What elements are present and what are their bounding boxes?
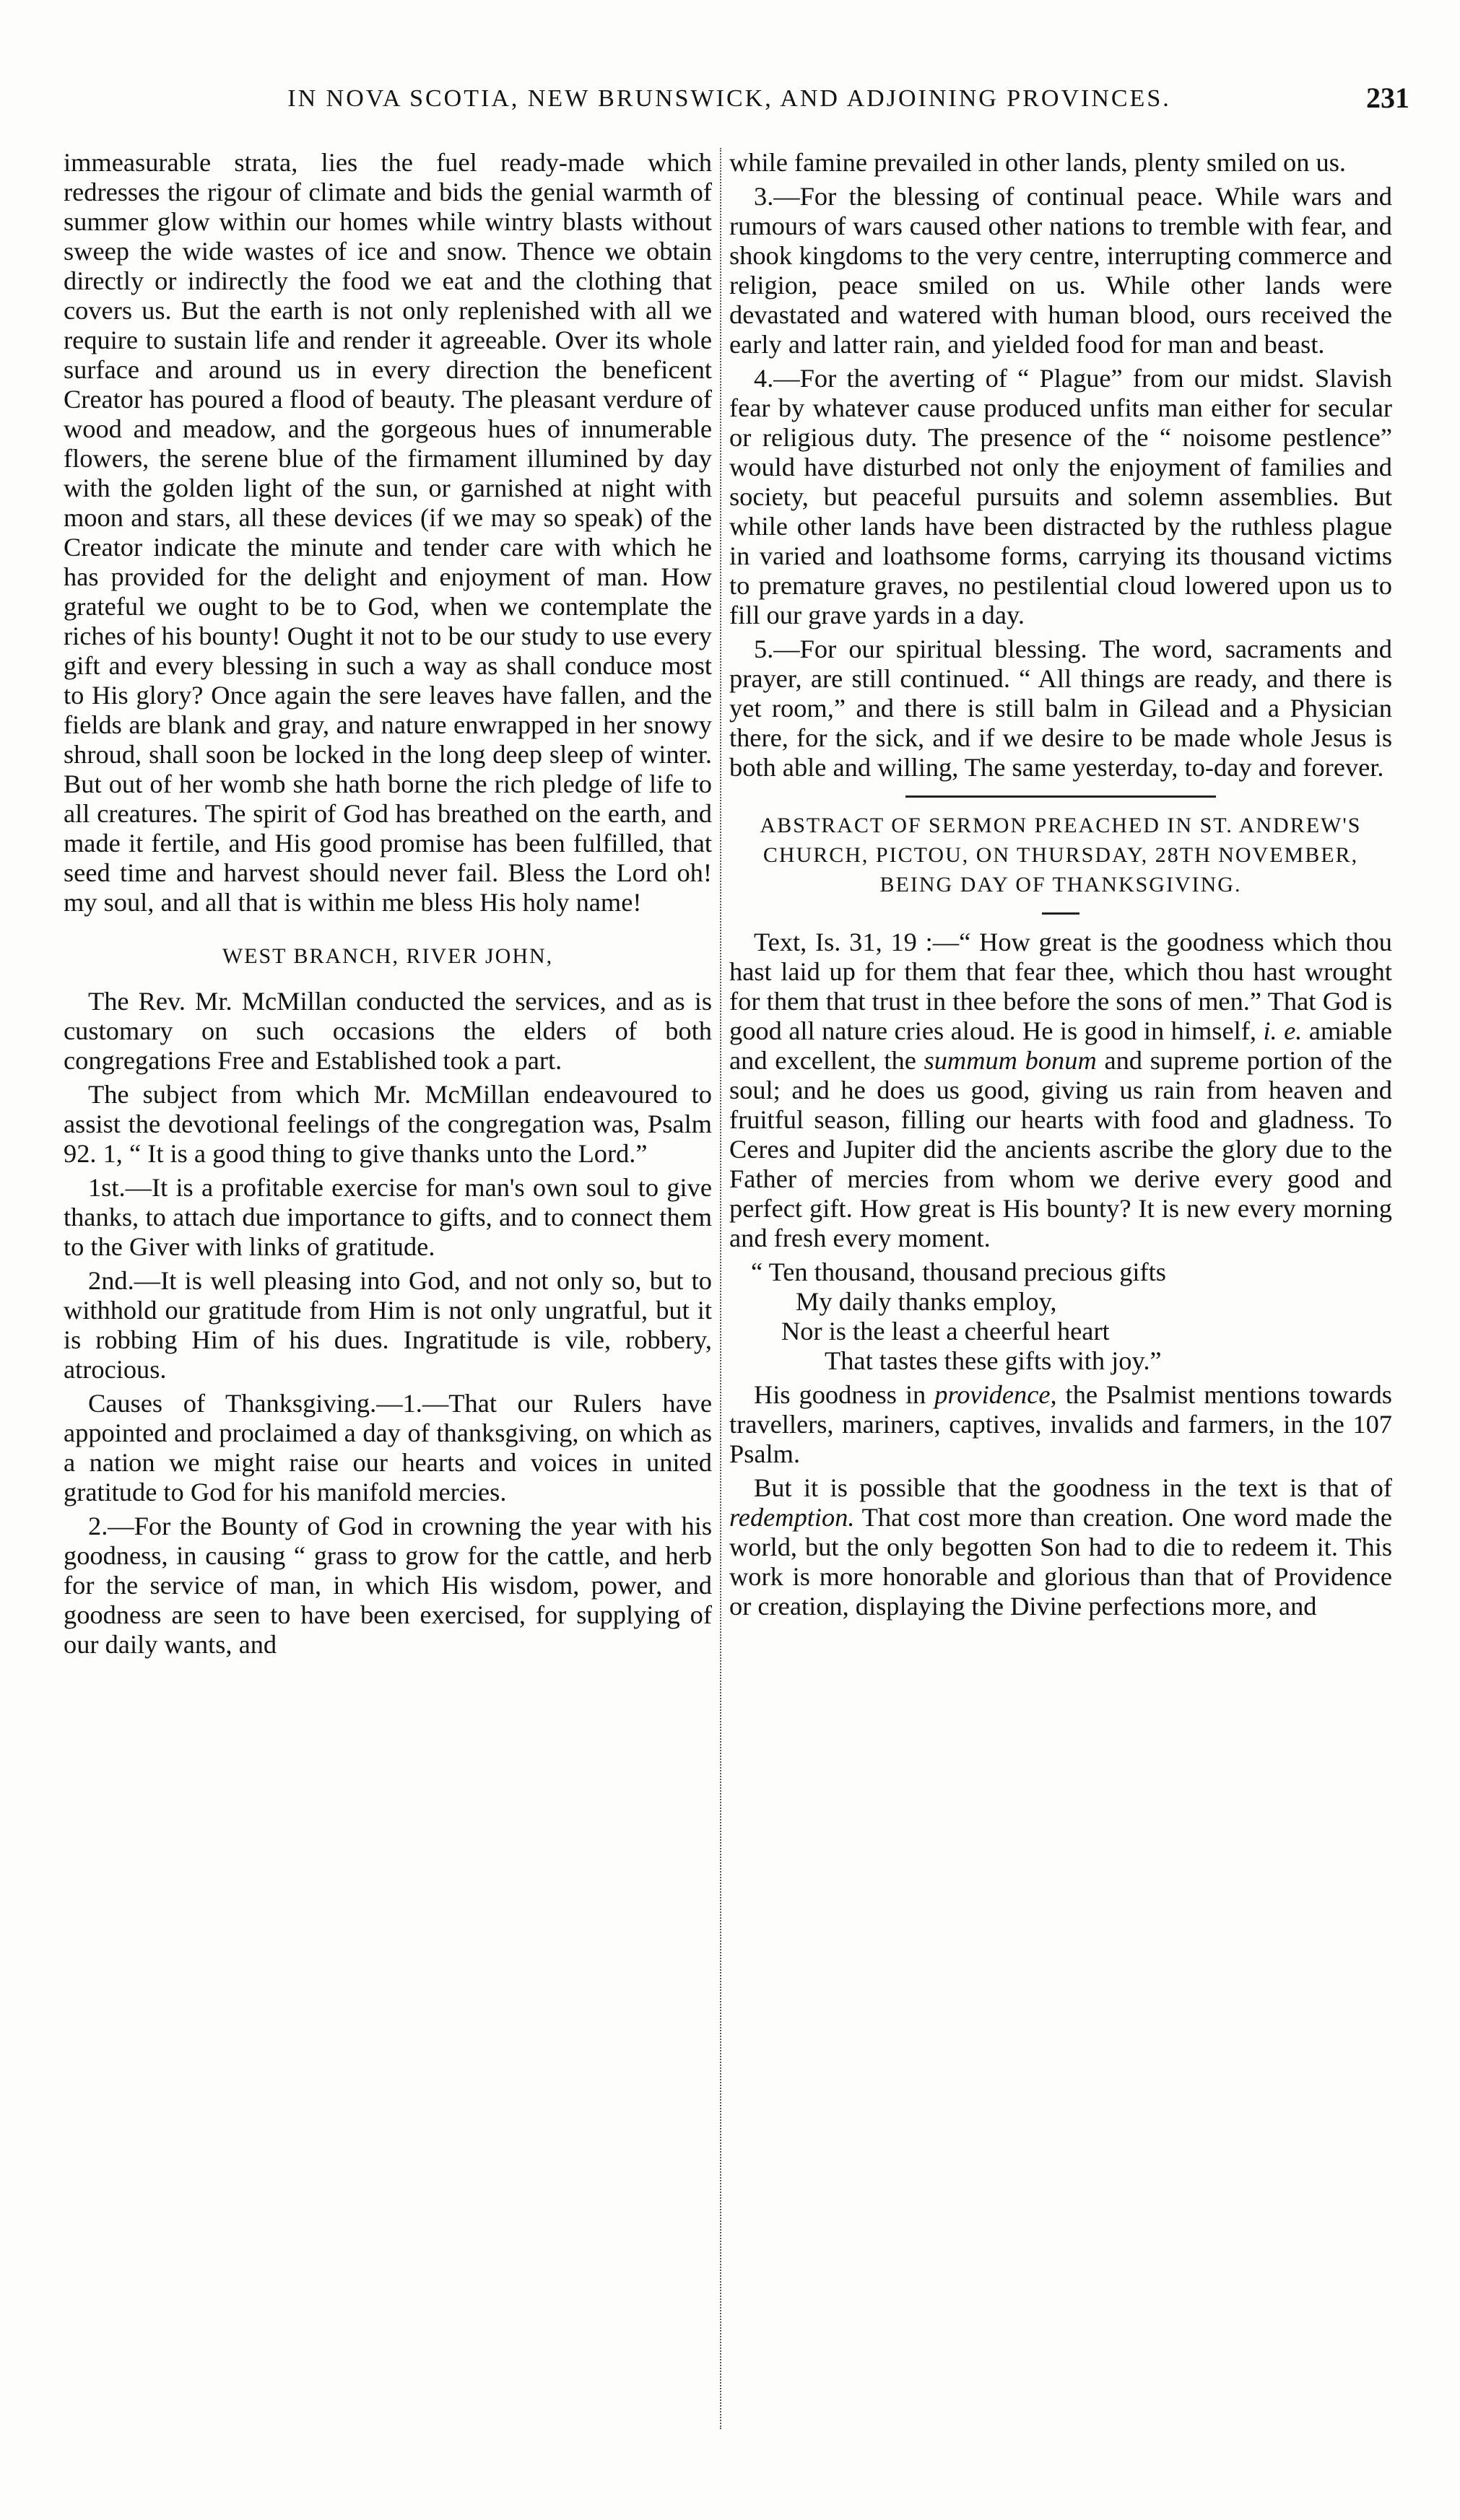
sermon-paragraph xyxy=(729,1380,1392,1469)
text-run: But it is possible that the goodness in the text is that of xyxy=(754,1473,1392,1502)
text-run: the Psalmist mentions towards travellers, mariners, captives, invalids and farmers, in the 107 Psalm. xyxy=(729,1380,1392,1468)
left-intro-paragraph: immeasurable strata, lies the fuel ready-made which redresses the rigour of climate and bids the genial warmth of summer glow within our homes while wintry blasts without sweep the wide wastes of ice and snow. Thence we obtain directly or indirectly the food we eat and the clothing that covers us. But the earth is not only replenished with all we require to sustain life and render it agreeable. Over its whole surface and around us in every direction the beneficent Creator has poured a flood of beauty. The pleasant verdure of wood and meadow, and the gorgeous hues of innumerable flowers, the serene blue of the firmament illumined by day with the golden light of the sun, or garnished at night with moon and stars, all these devices (if we may so speak) of the Creator indicate the minute and tender care with which he has provided for the delight and enjoyment of man. How grateful we ought to be to God, when we contemplate the riches of his bounty! Ought it not to be our study to use every gift and every blessing in such a way as shall conduce most to His glory? Once again the sere leaves have fallen, and the fields are blank and gray, and nature enwrapped in her snowy shroud, shall soon be locked in the long deep sleep of winter. But out of her womb she hath borne the rich pledge of life to all creatures. The spirit of God has breathed on the earth, and made it fertile, and His good promise has been fulfilled, that seed time and harvest should never fail. Bless the Lord oh! my soul, and all that is within me bless His holy name! xyxy=(64,148,712,917)
paragraph: Causes of Thanksgiving.—1.—That our Rulers have appointed and proclaimed a day of thanksgiving, on which as a nation we might raise our hearts and voices in united gratitude to God for his manifold mercies. xyxy=(64,1389,712,1507)
italic-run: redemption. xyxy=(729,1503,855,1532)
verse-line: “ Ten thousand, thousand precious gifts xyxy=(751,1257,1166,1286)
paragraph: 2nd.—It is well pleasing into God, and not only so, but to withhold our gratitude from Him is not only ungratful, but it is robbing Him of his dues. Ingratitude is vile, robbery, atrocious. xyxy=(64,1266,712,1384)
sermon-paragraph xyxy=(729,1473,1392,1621)
paragraph: 3.—For the blessing of continual peace. While wars and rumours of wars caused other nations to tremble with fear, and shook kingdoms to the very centre, interrupting commerce and religion, peace smiled on us. While other lands were devastated and watered with human blood, ours received the early and latter rain, and yielded food for man and beast. xyxy=(729,182,1392,359)
right-column xyxy=(729,148,1392,1626)
section-rule xyxy=(905,795,1216,798)
page-number: 231 xyxy=(1366,82,1409,114)
paragraph: The subject from which Mr. McMillan endeavoured to assist the devotional feelings of the congregation was, Psalm 92. 1, “ It is a good thing to give thanks unto the Lord.” xyxy=(64,1080,712,1168)
section-heading-west-branch: WEST BRANCH, RIVER JOHN, xyxy=(222,944,554,968)
short-rule xyxy=(1042,912,1079,915)
text-run: His goodness in xyxy=(754,1380,926,1409)
paragraph: 1st.—It is a profitable exercise for man's own soul to give thanks, to attach due importance to gifts, and to connect them to the Giver with links of gratitude. xyxy=(64,1173,712,1261)
verse-line: Nor is the least a cheerful heart xyxy=(781,1317,1110,1346)
running-head: IN NOVA SCOTIA, NEW BRUNSWICK, AND ADJOINING PROVINCES. xyxy=(287,85,1171,112)
sermon-paragraph xyxy=(729,928,1392,1253)
column-divider xyxy=(720,148,721,2429)
paragraph: The Rev. Mr. McMillan conducted the services, and as is customary on such occasions the elders of both congregations Free and Established took a part. xyxy=(64,987,712,1075)
paragraph: 4.—For the averting of “ Plague” from our midst. Slavish fear by whatever cause produced unfits man either for secular or religious duty. The presence of the “ noisome pestlence” would have disturbed not only the enjoyment of families and society, but peaceful pursuits and solemn assemblies. But while other lands have been distracted by the ruthless plague in varied and loathsome forms, carrying its thousand victims to premature graves, no pestilential cloud lowered upon us to fill our grave yards in a day. xyxy=(729,364,1392,629)
text-run: Text, Is. 31, 19 :—“ How great is the goodness which thou hast laid up for them that fear thee, which thou hast wrought for them that trust in thee before the sons of men.” That God is good all nature cries aloud. He is good in himself, xyxy=(729,928,1392,1045)
text-run: That cost more than creation. One word made the world, but the only begotten Son had to die to redeem it. This work is more honorable and glorious than that of Providence or creation, displaying the Divine perfections more, and xyxy=(729,1503,1392,1621)
paragraph: 2.—For the Bounty of God in crowning the year with his goodness, in causing “ grass to grow for the cattle, and herb for the service of man, in which His wisdom, power, and goodness are seen to have been exercised, for supplying of our daily wants, and xyxy=(64,1512,712,1659)
hymn-verse xyxy=(729,1257,1392,1376)
italic-run: i. e. xyxy=(1263,1016,1303,1045)
italic-run: providence, xyxy=(934,1380,1057,1409)
abstract-heading: ABSTRACT OF SERMON PREACHED IN ST. ANDREW'S CHURCH, PICTOU, ON THURSDAY, 28TH NOVEMBER, BEING DAY OF THANKSGIVING. xyxy=(760,814,1362,897)
text-run: and supreme portion of the soul; and he does us good, giving us rain from heaven and fruitful season, filling our hearts with food and gladness. To Ceres and Jupiter did the ancients ascribe the glory due to the Father of mercies from whom we derive every good and perfect gift. How great is His bounty? It is new every morning and fresh every moment. xyxy=(729,1046,1392,1252)
verse-line: My daily thanks employ, xyxy=(796,1287,1057,1316)
latin-phrase: summum bonum xyxy=(924,1046,1097,1075)
verse-line: That tastes these gifts with joy.” xyxy=(825,1346,1162,1375)
text-run: amiable and excellent, the xyxy=(729,1016,1392,1075)
left-column xyxy=(64,148,712,1664)
right-intro-paragraph: while famine prevailed in other lands, plenty smiled on us. xyxy=(729,148,1346,177)
paragraph: 5.—For our spiritual blessing. The word, sacraments and prayer, are still continued. “ All things are ready, and there is yet room,” and there is still balm in Gilead and a Physician there, for the sick, and if we desire to be made whole Jesus is both able and willing, The same yesterday, to-day and forever. xyxy=(729,635,1392,782)
